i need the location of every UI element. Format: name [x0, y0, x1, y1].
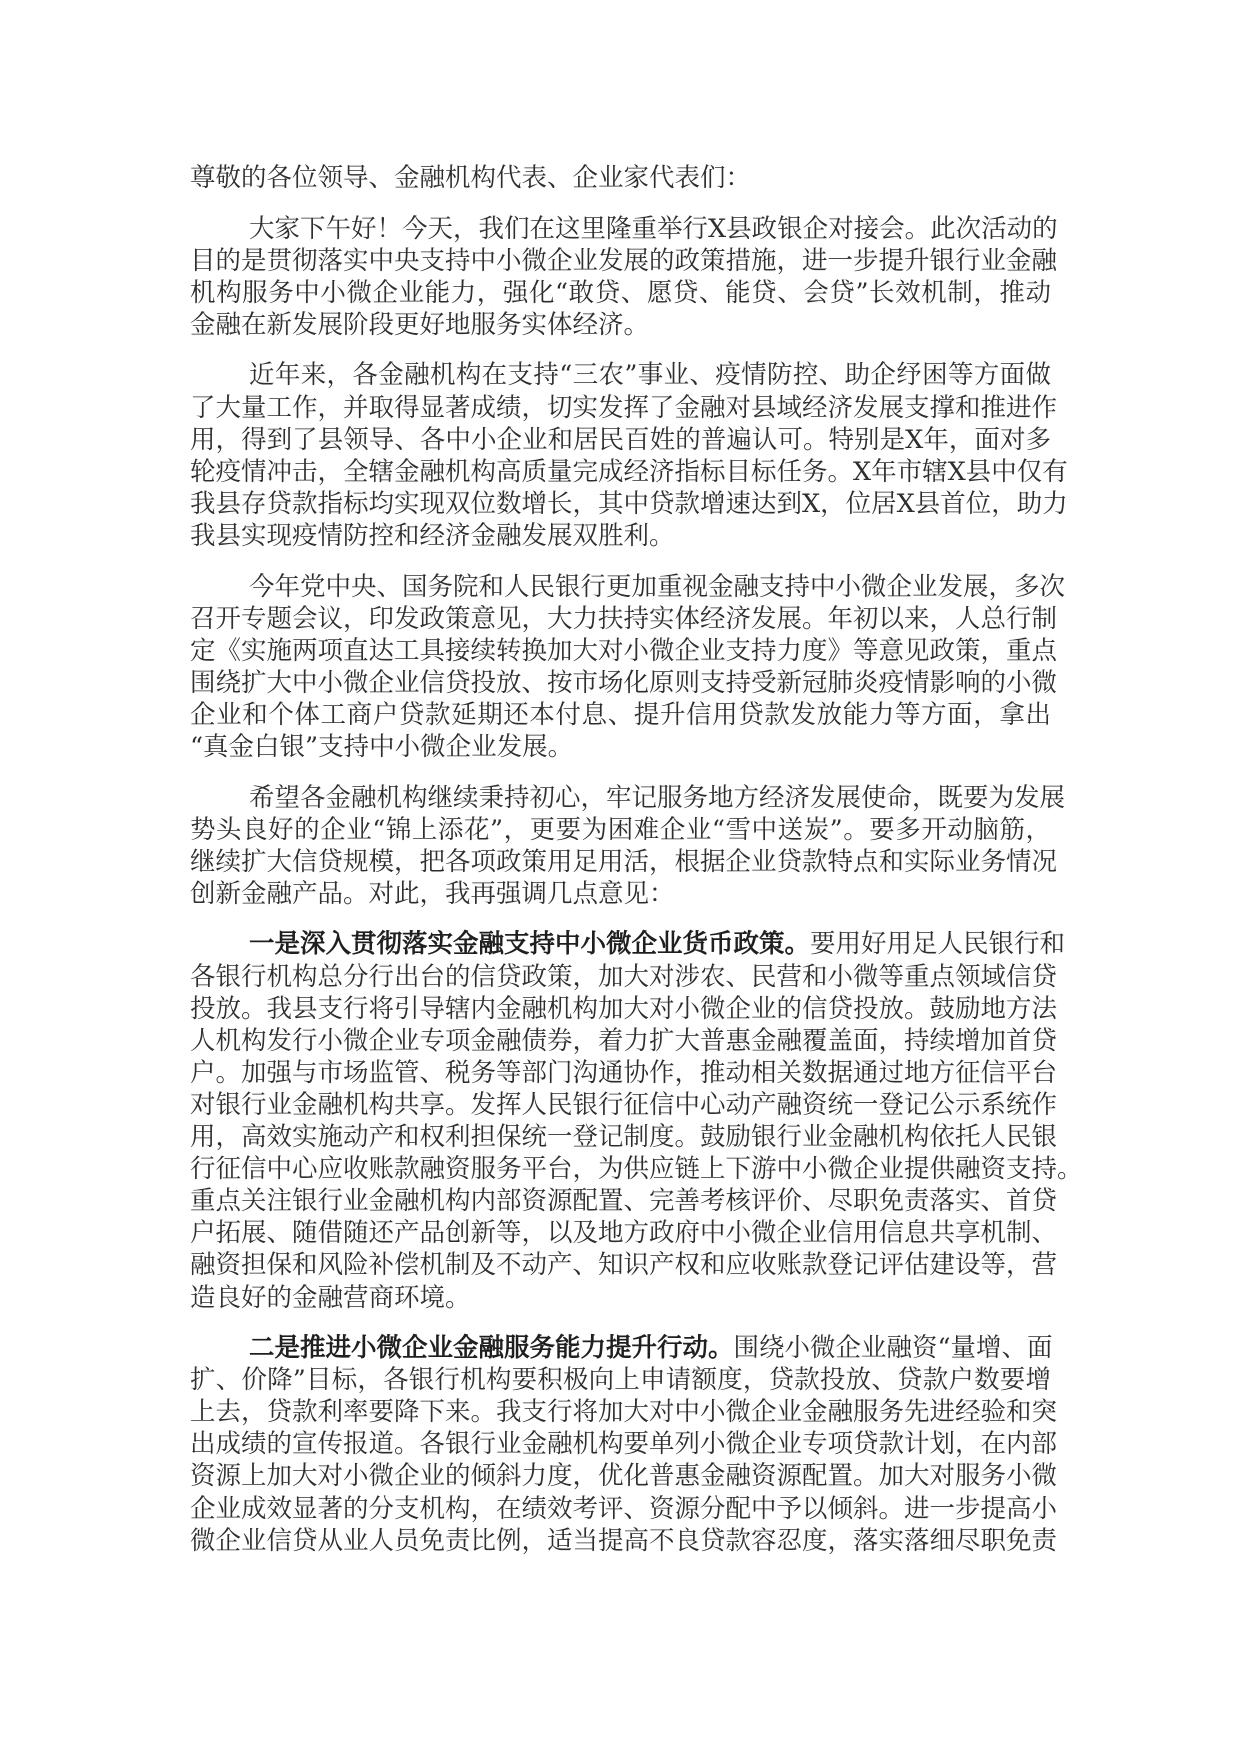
paragraph-line: 投放。我县支行将引导辖内金融机构加大对小微企业的信贷投放。鼓励地方法 [190, 993, 1058, 1024]
paragraph-line: 创新金融产品。对此，我再强调几点意见： [190, 878, 675, 909]
paragraph-line: 势头良好的企业“锦上添花”，更要为困难企业“雪中送炭”。要多开动脑筋， [190, 814, 1051, 845]
paragraph-line: 用，得到了县领导、各中小企业和居民百姓的普遍认可。特别是X年，面对多 [190, 424, 1051, 455]
point-one-heading: 一是深入贯彻落实金融支持中小微企业货币政策。 [249, 929, 811, 960]
paragraph-line-text: 要用好用足人民银行和 [810, 929, 1066, 960]
paragraph-line: 目的是贯彻落实中央支持中小微企业发展的政策措施，进一步提升银行业金融 [190, 245, 1058, 276]
paragraph-line: 定《实施两项直达工具接续转换加大对小微企业支持力度》等意见政策，重点 [190, 635, 1058, 666]
paragraph-line: 希望各金融机构继续秉持初心，牢记服务地方经济发展使命，既要为发展 [249, 782, 1066, 813]
paragraph-line: 召开专题会议，印发政策意见，大力扶持实体经济发展。年初以来，人总行制 [190, 603, 1058, 634]
point-two-heading: 二是推进小微企业金融服务能力提升行动。 [249, 1333, 734, 1364]
paragraph-line: 金融在新发展阶段更好地服务实体经济。 [190, 309, 650, 340]
paragraph-line: 对银行业金融机构共享。发挥人民银行征信中心动产融资统一登记公示系统作 [190, 1089, 1058, 1120]
paragraph-greeting [190, 213, 1058, 341]
paragraph-expectations [190, 782, 1066, 910]
document-page [190, 162, 1083, 1575]
paragraph-line: 上去，贷款利率要降下来。我支行将加大对中小微企业金融服务先进经验和突 [190, 1397, 1058, 1428]
paragraph-line: 微企业信贷从业人员免责比例，适当提高不良贷款容忍度，落实落细尽职免责 [190, 1525, 1058, 1556]
paragraph-line: 企业和个体工商户贷款延期还本付息、提升信用贷款发放能力等方面，拿出 [190, 699, 1051, 730]
paragraph-line: 资源上加大对小微企业的倾斜力度，优化普惠金融资源配置。加大对服务小微 [190, 1461, 1058, 1492]
paragraph-line: 机构服务中小微企业能力，强化“敢贷、愿贷、能贷、会贷”长效机制，推动 [190, 277, 1051, 308]
paragraph-line: 围绕扩大中小微企业信贷投放、按市场化原则支持受新冠肺炎疫情影响的小微 [190, 667, 1058, 698]
paragraph-line: 造良好的金融营商环境。 [190, 1282, 471, 1313]
paragraph-line [190, 928, 1066, 960]
paragraph-line: 用，高效实施动产和权利担保统一登记制度。鼓励银行业金融机构依托人民银 [190, 1122, 1058, 1153]
paragraph-line: 户。加强与市场监管、税务等部门沟通协作，推动相关数据通过地方征信平台 [190, 1057, 1058, 1088]
paragraph-policy [190, 571, 1066, 764]
paragraph-point-one [190, 928, 1083, 1313]
paragraph-line: 了大量工作，并取得显著成绩，切实发挥了金融对县域经济发展支撑和推进作 [190, 392, 1058, 423]
paragraph-line: 大家下午好！今天，我们在这里隆重举行X县政银企对接会。此次活动的 [249, 213, 1058, 244]
paragraph-line: 今年党中央、国务院和人民银行更加重视金融支持中小微企业发展，多次 [249, 571, 1066, 602]
paragraph-line [190, 1332, 1051, 1364]
paragraph-line: 轮疫情冲击，全辖金融机构高质量完成经济指标目标任务。X年市辖X县中仅有 [190, 456, 1068, 487]
paragraph-line: 我县实现疫情防控和经济金融发展双胜利。 [190, 520, 675, 551]
paragraph-line: 人机构发行小微企业专项金融债券，着力扩大普惠金融覆盖面，持续增加首贷 [190, 1025, 1058, 1056]
paragraph-line: 我县存贷款指标均实现双位数增长，其中贷款增速达到X，位居X县首位，助力 [190, 488, 1068, 519]
salutation-line: 尊敬的各位领导、金融机构代表、企业家代表们： [190, 163, 752, 193]
paragraph-line: “真金白银”支持中小微企业发展。 [190, 732, 574, 762]
paragraph-line-text: 围绕小微企业融资“量增、面 [733, 1333, 1053, 1364]
paragraph-line: 扩、价降”目标，各银行机构要积极向上申请额度，贷款投放、贷款户数要增 [190, 1365, 1051, 1396]
paragraph-line: 出成绩的宣传报道。各银行业金融机构要单列小微企业专项贷款计划，在内部 [190, 1429, 1058, 1460]
paragraph-line: 行征信中心应收账款融资服务平台，为供应链上下游中小微企业提供融资支持。 [190, 1154, 1083, 1185]
paragraph-point-two [190, 1332, 1058, 1557]
paragraph-line: 各银行机构总分行出台的信贷政策，加大对涉农、民营和小微等重点领域信贷 [190, 961, 1058, 992]
paragraph-achievements [190, 359, 1068, 552]
paragraph-line: 继续扩大信贷规模，把各项政策用足用活，根据企业贷款特点和实际业务情况 [190, 846, 1058, 877]
paragraph-line: 企业成效显著的分支机构，在绩效考评、资源分配中予以倾斜。进一步提高小 [190, 1493, 1058, 1524]
paragraph-line: 近年来，各金融机构在支持“三农”事业、疫情防控、助企纾困等方面做 [249, 360, 1051, 391]
paragraph-line: 户拓展、随借随还产品创新等，以及地方政府中小微企业信用信息共享机制、 [190, 1218, 1058, 1249]
salutation [190, 162, 1051, 194]
paragraph-line: 重点关注银行业金融机构内部资源配置、完善考核评价、尽职免责落实、首贷 [190, 1186, 1058, 1217]
paragraph-line: 融资担保和风险补偿机制及不动产、知识产权和应收账款登记评估建设等，营 [190, 1250, 1058, 1281]
